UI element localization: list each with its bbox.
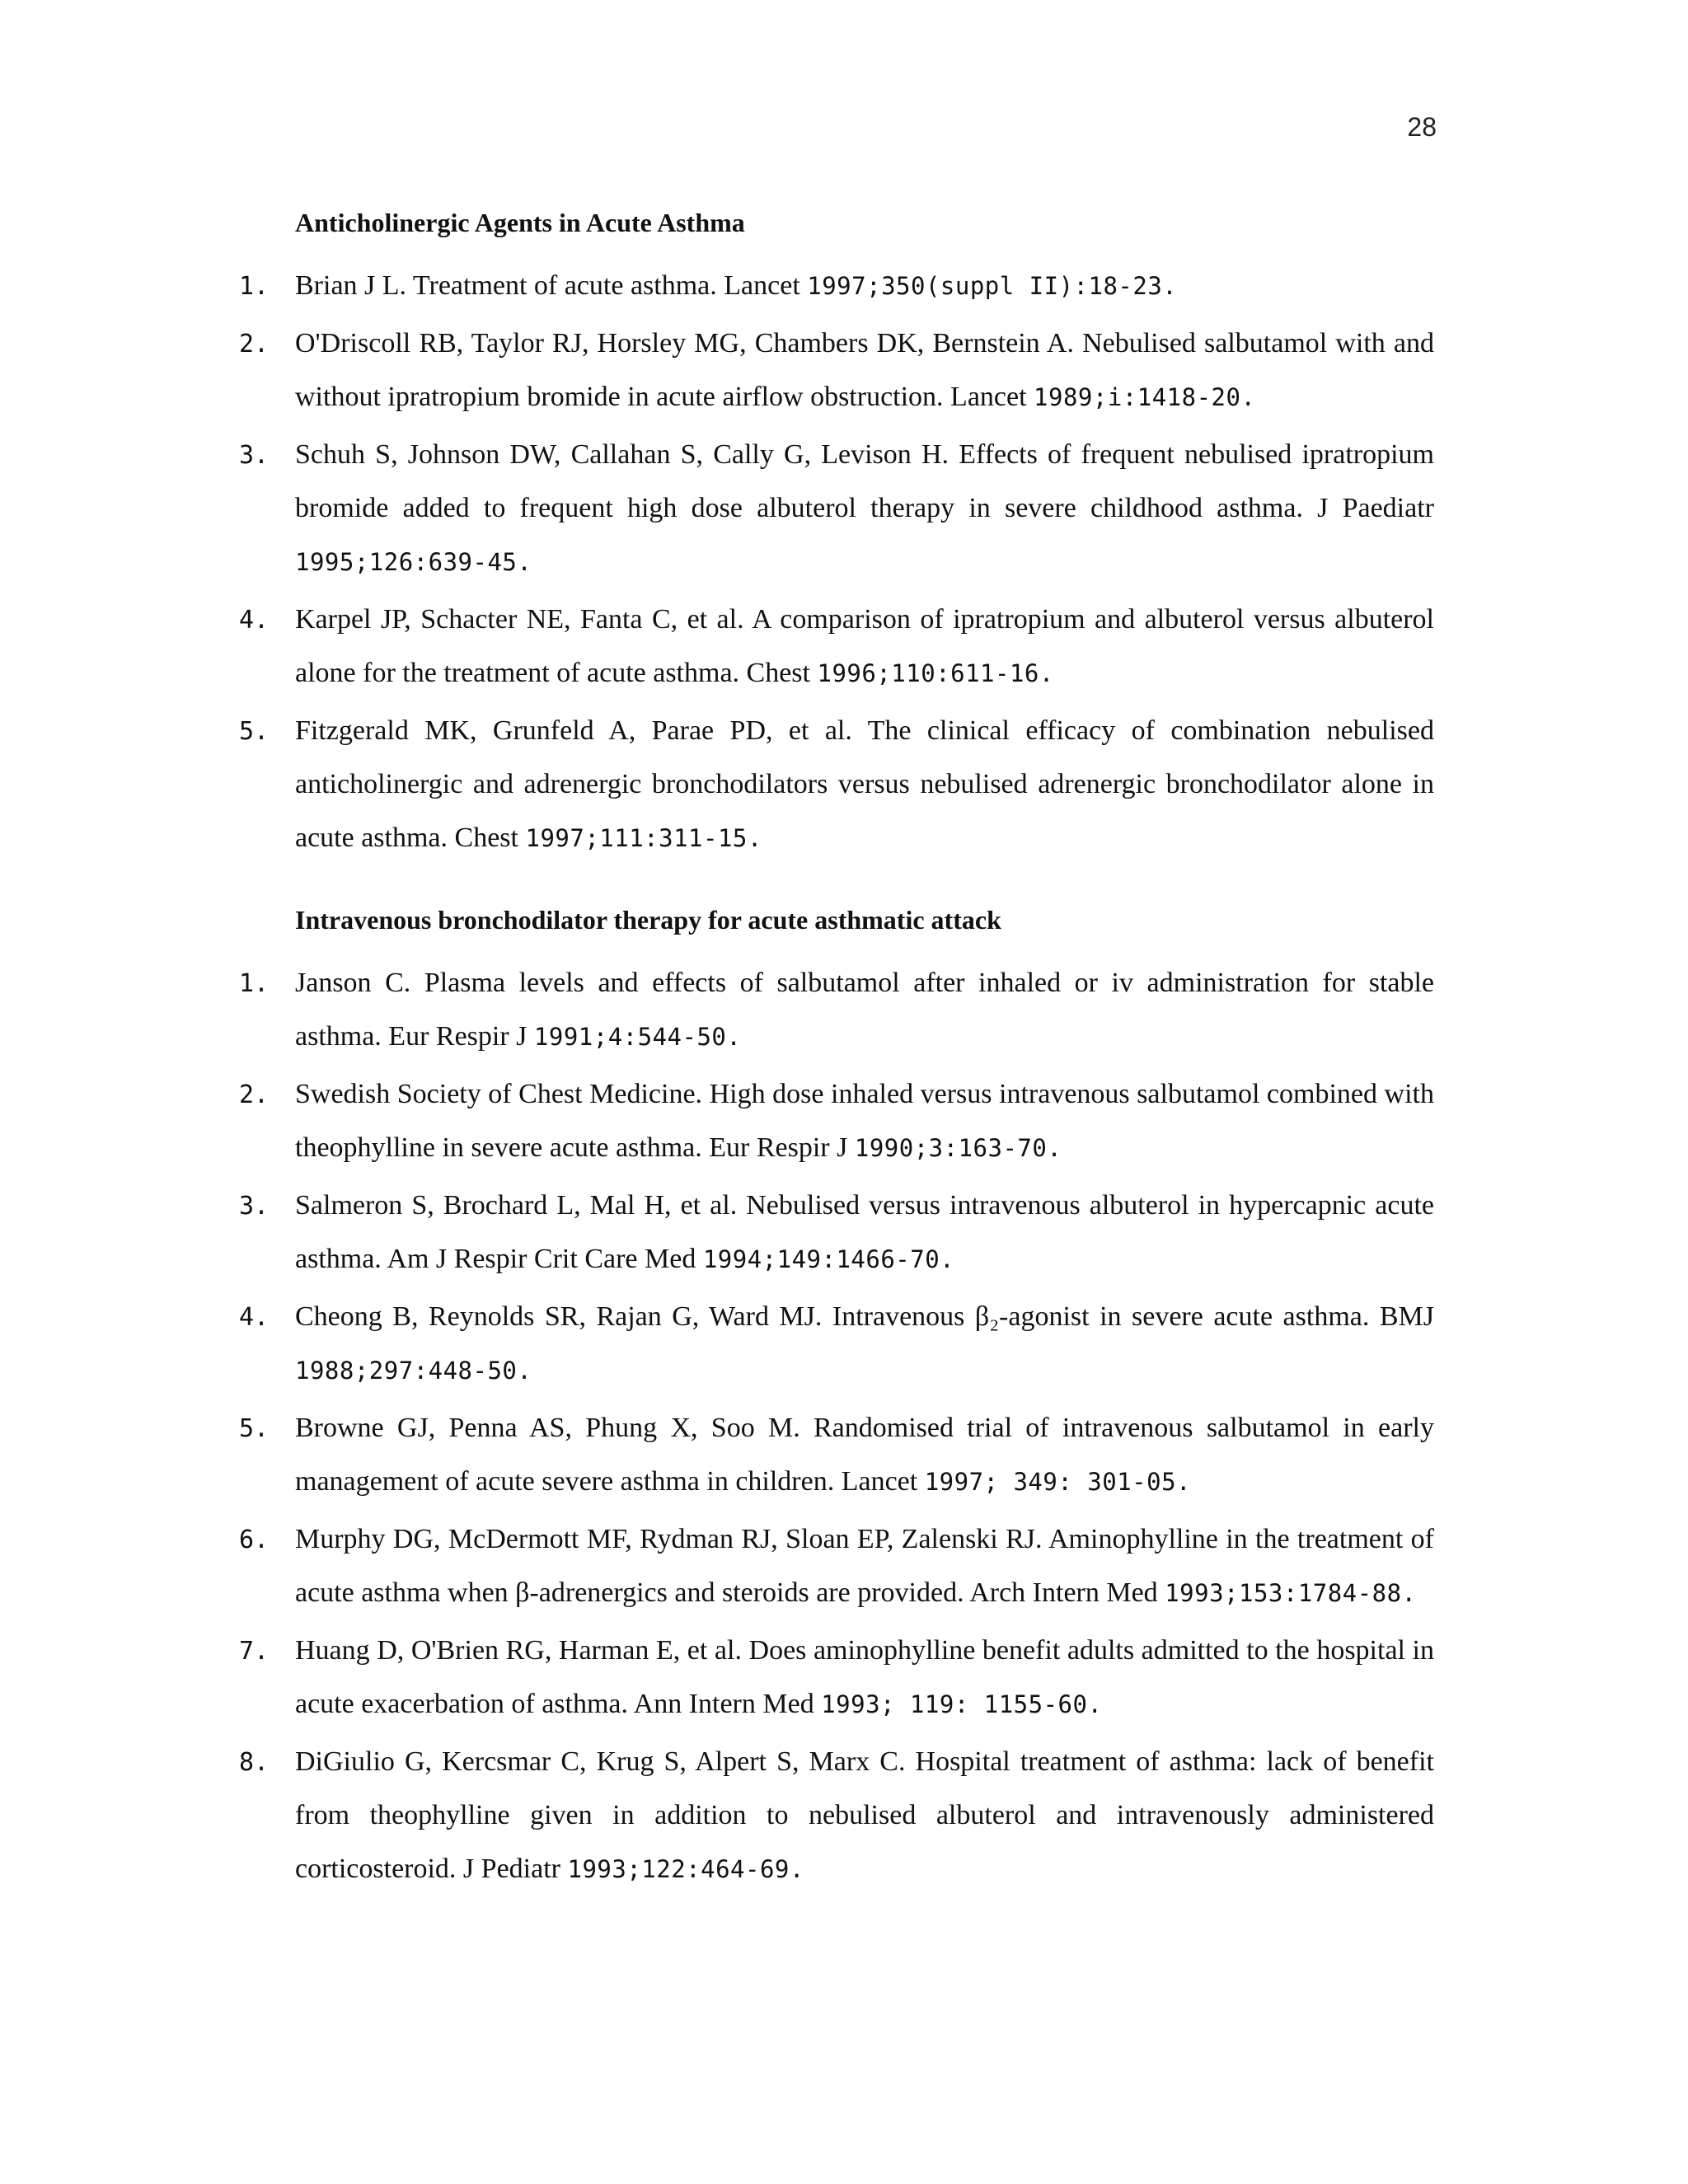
reference-text bbox=[295, 704, 1434, 865]
reference-citation: 1993;122:464-69. bbox=[567, 1855, 804, 1883]
reference-citation: 1990;3:163-70. bbox=[854, 1134, 1062, 1162]
reference-body: Cheong B, Reynolds SR, Rajan G, Ward MJ. Intravenous β₂-agonist in severe acute asthma. BMJ bbox=[295, 1301, 1434, 1332]
reference-citation: 1997;111:311-15. bbox=[525, 824, 762, 852]
reference-item bbox=[239, 1402, 1434, 1509]
reference-citation: 1997; 349: 301-05. bbox=[924, 1468, 1191, 1496]
reference-item bbox=[239, 317, 1434, 424]
reference-number: 5. bbox=[239, 717, 270, 746]
reference-citation: 1995;126:639-45. bbox=[295, 548, 532, 576]
reference-text bbox=[295, 428, 1434, 589]
reference-body: Janson C. Plasma levels and effects of salbutamol after inhaled or iv administration for stable asthma. Eur Respir J bbox=[295, 968, 1434, 1052]
reference-item bbox=[239, 1179, 1434, 1286]
reference-text bbox=[295, 316, 1434, 424]
reference-number: 5. bbox=[239, 1414, 270, 1443]
reference-body: O'Driscoll RB, Taylor RJ, Horsley MG, Chambers DK, Bernstein A. Nebulised salbutamol with and without ipratropium bromide in acute airflow obstruction. Lancet bbox=[295, 328, 1434, 412]
reference-citation: 1993;153:1784-88. bbox=[1165, 1579, 1417, 1607]
reference-citation: 1991;4:544-50. bbox=[533, 1023, 742, 1051]
reference-citation: 1994;149:1466-70. bbox=[702, 1245, 955, 1273]
reference-text bbox=[295, 1179, 1434, 1286]
reference-body: DiGiulio G, Kercsmar C, Krug S, Alpert S, Marx C. Hospital treatment of asthma: lack of benefit from theophylline given in addition to nebulised albuterol and intravenously administered corticosteroid. J Pediatr bbox=[295, 1746, 1434, 1884]
reference-item bbox=[239, 260, 1434, 313]
reference-item bbox=[239, 593, 1434, 701]
reference-number: 4. bbox=[239, 606, 270, 635]
reference-number: 2. bbox=[239, 1080, 270, 1109]
reference-text bbox=[295, 1290, 1434, 1398]
reference-citation: 1988;297:448-50. bbox=[295, 1357, 532, 1385]
reference-number: 1. bbox=[239, 272, 270, 301]
section-heading: Anticholinergic Agents in Acute Asthma bbox=[295, 208, 745, 237]
reference-number: 3. bbox=[239, 441, 270, 470]
reference-citation: 1996;110:611-16. bbox=[817, 659, 1054, 687]
reference-body: Brian J L. Treatment of acute asthma. Lancet bbox=[295, 270, 808, 301]
reference-text bbox=[295, 1512, 1434, 1620]
reference-number: 7. bbox=[239, 1637, 270, 1666]
reference-item bbox=[239, 1291, 1434, 1398]
reference-text bbox=[295, 593, 1434, 701]
reference-citation: 1993; 119: 1155-60. bbox=[821, 1690, 1103, 1718]
reference-list bbox=[239, 957, 1434, 1896]
reference-body: Karpel JP, Schacter NE, Fanta C, et al. A comparison of ipratropium and albuterol versus albuterol alone for the treatment of acute asthma. Chest bbox=[295, 604, 1434, 688]
reference-number: 3. bbox=[239, 1192, 270, 1221]
reference-item bbox=[239, 1736, 1434, 1896]
reference-item bbox=[239, 429, 1434, 589]
reference-body: Schuh S, Johnson DW, Callahan S, Cally G, Levison H. Effects of frequent nebulised ipratropium bromide added to frequent high dose albuterol therapy in severe childhood asthma. J Paediatr bbox=[295, 439, 1434, 523]
reference-number: 2. bbox=[239, 330, 270, 359]
reference-item bbox=[239, 1068, 1434, 1175]
reference-body: Swedish Society of Chest Medicine. High dose inhaled versus intravenous salbutamol combined with theophylline in severe acute asthma. Eur Respir J bbox=[295, 1079, 1434, 1163]
reference-body: Browne GJ, Penna AS, Phung X, Soo M. Randomised trial of intravenous salbutamol in early management of acute severe asthma in children. Lancet bbox=[295, 1413, 1434, 1497]
reference-citation: 1989;i:1418-20. bbox=[1034, 383, 1256, 411]
reference-item bbox=[239, 957, 1434, 1064]
reference-number: 1. bbox=[239, 969, 270, 998]
reference-item bbox=[239, 1513, 1434, 1620]
reference-text bbox=[295, 1067, 1434, 1175]
reference-citation: 1997;350(suppl II):18-23. bbox=[807, 272, 1178, 300]
reference-number: 4. bbox=[239, 1303, 270, 1332]
reference-text bbox=[295, 1624, 1434, 1732]
reference-body: Huang D, O'Brien RG, Harman E, et al. Does aminophylline benefit adults admitted to the hospital in acute exacerbation of asthma. Ann Intern Med bbox=[295, 1635, 1434, 1719]
page-number: 28 bbox=[1407, 112, 1437, 142]
reference-item bbox=[239, 705, 1434, 865]
references-section-intravenous bbox=[239, 903, 1434, 1900]
reference-text bbox=[295, 259, 1434, 313]
reference-number: 6. bbox=[239, 1526, 270, 1554]
reference-text bbox=[295, 1735, 1434, 1896]
reference-text bbox=[295, 1401, 1434, 1509]
reference-item bbox=[239, 1624, 1434, 1732]
reference-number: 8. bbox=[239, 1748, 270, 1777]
reference-list bbox=[239, 260, 1434, 865]
reference-body: Murphy DG, McDermott MF, Rydman RJ, Sloan EP, Zalenski RJ. Aminophylline in the treatment of acute asthma when β-adrenergics and steroids are provided. Arch Intern Med bbox=[295, 1524, 1434, 1608]
reference-body: Fitzgerald MK, Grunfeld A, Parae PD, et al. The clinical efficacy of combination nebulised anticholinergic and adrenergic bronchodilators versus nebulised adrenergic bronchodilator alone in acute asthma. Chest bbox=[295, 715, 1434, 853]
section-heading: Intravenous bronchodilator therapy for acute asthmatic attack bbox=[295, 905, 1001, 935]
references-section-anticholinergic bbox=[239, 206, 1434, 869]
reference-text bbox=[295, 956, 1434, 1064]
reference-body: Salmeron S, Brochard L, Mal H, et al. Nebulised versus intravenous albuterol in hypercapnic acute asthma. Am J Respir Crit Care Med bbox=[295, 1190, 1434, 1274]
